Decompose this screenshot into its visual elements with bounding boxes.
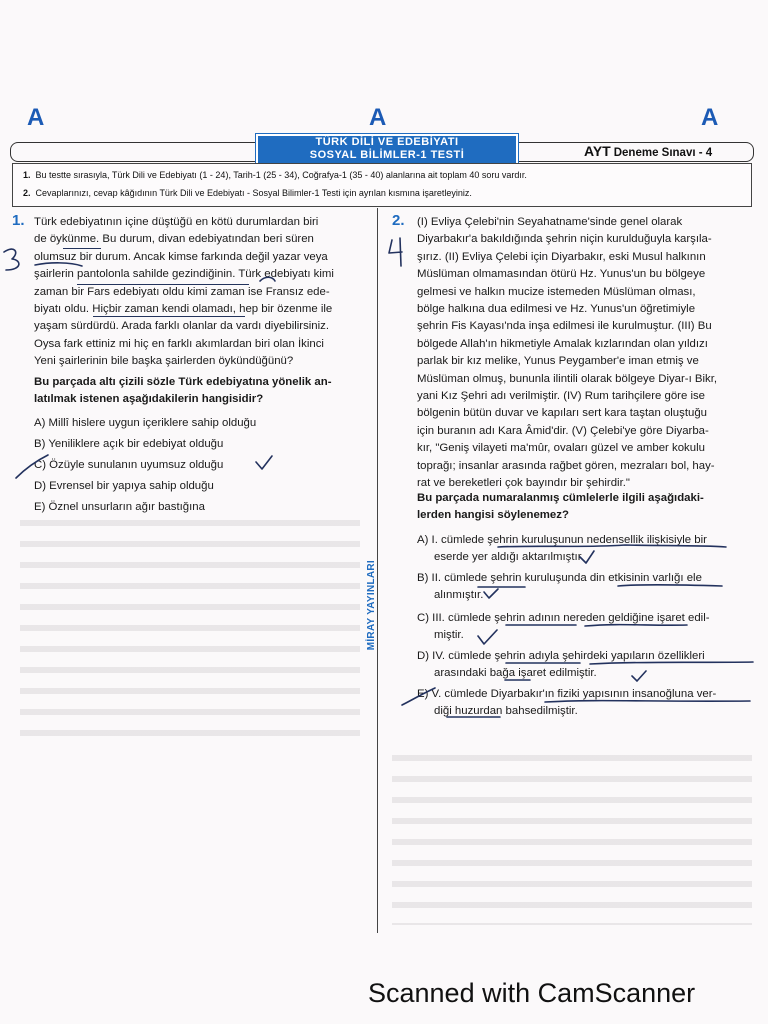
q1-line: biyatı oldu. Hiçbir zaman kendi olamadı, hep bir özenme ile [34, 303, 333, 316]
booklet-letter-left: A [27, 104, 45, 131]
q2-line: bölgede Allah'ın hikmetiyle Amalak kızlarından olan yıldızı [417, 337, 708, 350]
q2-line: şehrin Fis Kayası'nda inşa edilmesi ile kurulmuştur. (III) Bu [417, 320, 712, 333]
q2-option-b-line2: alınmıştır. [434, 589, 484, 601]
q2-line: Müslüman olmamasından ötürü Hz. Yunus'un bu bölgeye [417, 268, 706, 281]
q2-option-b-line1: B) II. cümlede şehrin kuruluşunda din etkisinin varlığı ele [417, 572, 702, 584]
handwritten-number-4 [389, 238, 402, 266]
q1-line: Yeni şairlerinin bile başka şairlerden öykündüğünü? [34, 355, 294, 368]
q2-stem-line: Bu parçada numaralanmış cümlelerle ilgili aşağıdaki- [417, 492, 704, 504]
handwritten-number-3 [4, 249, 19, 270]
pen-checkmark [484, 589, 498, 598]
q2-line: yani Kız Şehri adı verilmiştir. (IV) Rum tarihçilere göre ise [417, 390, 706, 403]
booklet-letter-center: A [369, 104, 387, 131]
q1-stem-line: Bu parçada altı çizili sözle Türk edebiyatına yönelik an- [34, 376, 332, 388]
q1-line: de öykünme. Bu durum, divan edebiyatından beri süren [34, 233, 314, 246]
q1-line: olumsuz bir durum. Ancak kimse farkında değil yazar veya [34, 250, 328, 263]
q2-line: bölge halkına dua edilmesi ve Hz. Yunus'un öğretimiyle [417, 303, 696, 316]
pen-answer-mark-q1 [16, 455, 48, 478]
instruction-2: Cevaplarınızı, cevap kâğıdının Türk Dili ve Edebiyatı - Sosyal Bilimler-1 Testi için ayrılan kısmına işaretleyiniz. [35, 188, 472, 198]
q1-line: Türk edebiyatının içine düştüğü en kötü durumlardan biri [34, 216, 319, 228]
test-title-line2: SOSYAL BİLİMLER-1 TESTİ [309, 149, 465, 161]
pen-checkmark [580, 551, 594, 563]
scanner-watermark: Scanned with CamScanner [368, 978, 696, 1008]
q1-stem-line: latılmak istenen aşağıdakilerin hangisidir? [34, 393, 264, 406]
pen-underline [478, 585, 722, 587]
q2-option-c-line2: miştir. [434, 629, 464, 641]
question-1-number: 1. [12, 212, 25, 229]
publisher-name: MİRAY YAYINLARI [366, 560, 377, 651]
q1-line: zaman bir Fars edebiyatı oldu kimi zaman ise Fransız ede- [34, 285, 330, 298]
q2-line: rat ve bereketleri çok bayındır bir şehirdir." [417, 477, 630, 490]
pen-underline [447, 701, 750, 717]
question-2-number: 2. [392, 212, 405, 229]
pen-underline [35, 263, 82, 266]
booklet-letter-right: A [701, 104, 719, 131]
pen-checkmark [478, 630, 497, 644]
instruction-1: Bu testte sırasıyla, Türk Dili ve Edebiyatı (1 - 24), Tarih-1 (25 - 34), Coğrafya-1 (35 - 40) alanlarına ait toplam 40 soru vardır. [35, 170, 527, 180]
pen-checkmark [632, 671, 646, 681]
pen-underline [498, 545, 726, 547]
q1-line: yaşam sürdürdü. Arada farklı olanlar da vardı diyebilirsiniz. [34, 320, 330, 333]
q2-option-c-line1: C) III. cümlede şehrin adının nereden geldiğine işaret edil- [417, 612, 710, 624]
q1-option-e[interactable]: E) Öznel unsurların ağır bastığına [34, 501, 205, 513]
q2-line: Müslüman olmuş, bununla ilintili olarak bölgeye Diyar-ı Bikr, [417, 372, 718, 385]
pen-answer-mark-q2 [402, 688, 435, 705]
q2-option-e-line1: E) V. cümlede Diyarbakır'ın fiziki yapısının insanoğluna ver- [417, 688, 717, 700]
q1-line: şairlerin pantolonla sahilde gezindiğinin. Türk edebiyatı kimi [34, 268, 334, 281]
q1-option-d[interactable]: D) Evrensel bir yapıya sahip olduğu [34, 480, 214, 492]
pen-checkmark [256, 456, 272, 469]
q2-line: şırız. (II) Evliya Çelebi için Diyarbakır, eski Musul halkının [417, 250, 706, 263]
instruction-number: 2. [23, 188, 31, 198]
q2-option-e-line2: diği huzurdan bahsedilmiştir. [434, 705, 578, 717]
q2-line: bölgenin bütün duvar ve kapıları sert kara taştan oluştuğu [417, 407, 708, 420]
q2-line: kır, "Geniş vilayeti ma'mûr, ovaları güzel ve amber kokulu [417, 442, 705, 455]
q2-stem-line: lerden hangisi söylenemez? [417, 509, 569, 522]
exam-code: AYT [584, 143, 611, 159]
q1-line: Oysa fark ettiniz mi hiç en farklı akımlardan biri olan İkinci [34, 337, 324, 350]
q2-line: Diyarbakır'a bakıldığında şehrin niçin kurulduğuyla karşıla- [417, 233, 712, 246]
q2-option-a-line1: A) I. cümlede şehrin kuruluşunun nedensellik ilişkisiyle bir [417, 534, 707, 546]
q2-option-a-line2: eserde yer aldığı aktarılmıştır. [434, 551, 585, 563]
q1-option-a[interactable]: A) Millî hislere uygun içeriklere sahip olduğu [34, 417, 257, 429]
pen-underline [505, 662, 753, 680]
q2-line: parlak bir kız melike, Yunus Peygamber'e iman etmiş ve [417, 355, 699, 368]
pen-underline [260, 277, 275, 281]
q2-line: için buranın adı Kara Âmid'dir. (V) Çelebi'ye göre Diyarba- [417, 424, 709, 437]
q1-option-c[interactable]: C) Özüyle sunulanın uyumsuz olduğu [34, 459, 224, 471]
q2-line: toprağı; insanlar arasında rağbet gören, mezraları bol, hay- [417, 459, 715, 472]
pen-underline [506, 625, 687, 626]
test-title-line1: TÜRK DİLİ VE EDEBİYATI [315, 136, 459, 148]
q2-line: (I) Evliya Çelebi'nin Seyahatname'sinde genel olarak [417, 216, 683, 228]
exam-name: Deneme Sınavı - 4 [613, 147, 713, 159]
q2-option-d-line2: arasındaki bağa işaret edilmiştir. [434, 667, 597, 679]
q2-line: gelmesi ve halkın mucize istemeden Müslüman olması, [417, 285, 696, 298]
q2-option-d-line1: D) IV. cümlede şehrin adıyla şehirdeki yapıların özellikleri [417, 650, 705, 662]
q1-option-b[interactable]: B) Yeniliklere açık bir edebiyat olduğu [34, 438, 224, 450]
instruction-number: 1. [23, 170, 31, 180]
